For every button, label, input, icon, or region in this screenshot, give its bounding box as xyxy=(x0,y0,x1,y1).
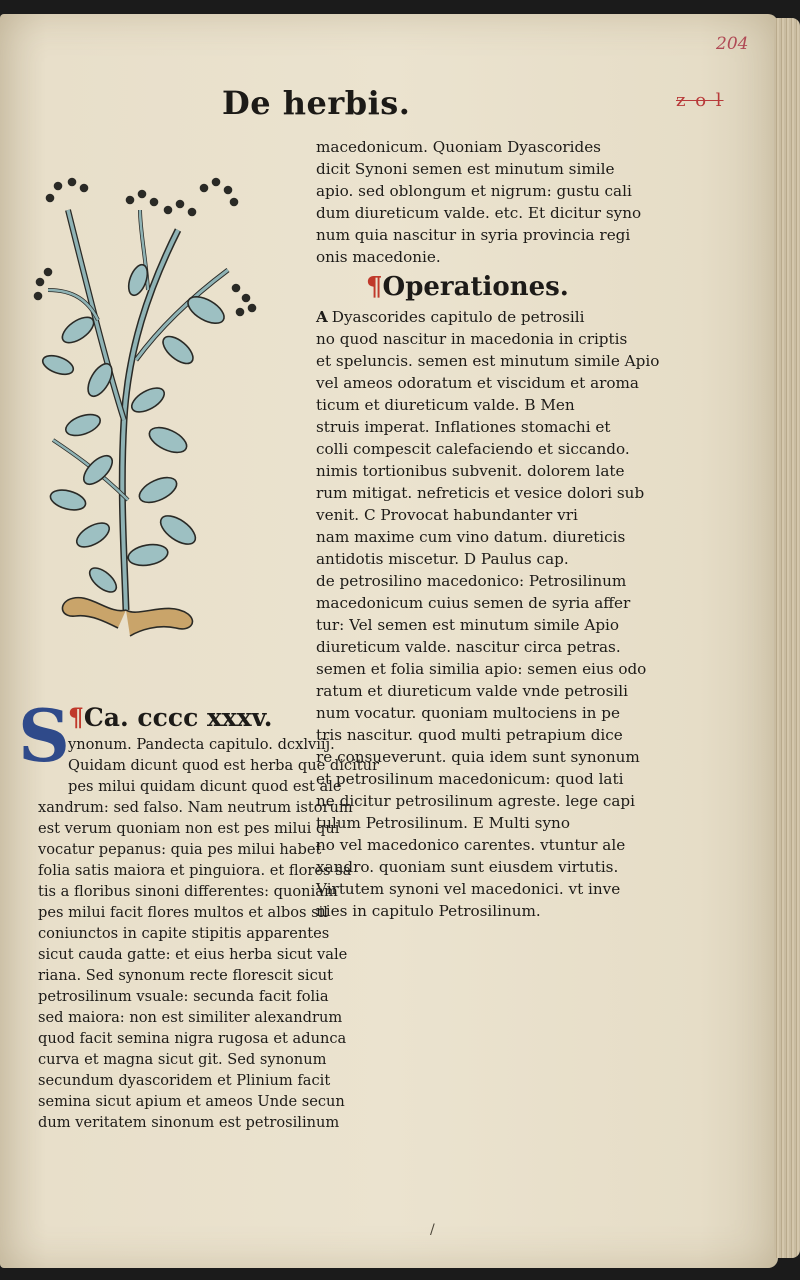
herb-plant-woodcut-icon xyxy=(28,170,258,640)
red-pilcrow-icon: ¶ xyxy=(366,272,383,302)
text-line: sed maiora: non est similiter alexandrum xyxy=(38,1009,343,1026)
text-line: vel ameos odoratum et viscidum et aroma xyxy=(316,374,639,392)
text-line: no vel macedonico carentes. vtuntur ale xyxy=(316,836,626,854)
right-text-column xyxy=(316,136,660,922)
text-line: pes milui quidam dicunt quod est ale xyxy=(68,778,342,795)
text-line: venit. C Provocat habundanter vri xyxy=(316,506,578,524)
text-line: xandrum: sed falso. Nam neutrum istorum xyxy=(38,799,353,816)
text-line: dicit Synoni semen est minutum simile xyxy=(316,160,615,178)
text-line: Virtutem synoni vel macedonici. vt inve xyxy=(316,880,621,898)
paragraph-marker: A xyxy=(316,308,328,326)
left-text-column xyxy=(38,702,379,1133)
text-line: quod facit semina nigra rugosa et adunca xyxy=(38,1030,347,1047)
text-line: tis a floribus sinoni differentes: quoniam xyxy=(38,883,338,900)
text-line: onis macedonie. xyxy=(316,248,441,266)
folio-number: 204 xyxy=(716,34,749,54)
text-line: nimis tortionibus subvenit. dolorem late xyxy=(316,462,625,480)
text-line: de petrosilino macedonico: Petrosilinum xyxy=(316,572,627,590)
text-line: macedonicum. Quoniam Dyascorides xyxy=(316,138,601,156)
stray-mark: / xyxy=(430,1222,435,1238)
blue-initial-letter: S xyxy=(18,693,70,778)
text-line: et petrosilinum macedonicum: quod lati xyxy=(316,770,624,788)
text-line: coniunctos in capite stipitis apparentes xyxy=(38,925,330,942)
text-line: pes milui facit flores multos et albos sil xyxy=(38,904,328,921)
text-line: tur: Vel semen est minutum simile Apio xyxy=(316,616,620,634)
red-pilcrow-icon: ¶ xyxy=(68,703,84,732)
text-line: antidotis miscetur. D Paulus cap. xyxy=(316,550,569,568)
text-line: dum diureticum valde. etc. Et dicitur syno xyxy=(316,204,642,222)
text-line: no quod nascitur in macedonia in criptis xyxy=(316,330,628,348)
running-head: De herbis. xyxy=(222,84,411,122)
text-line: curva et magna sicut git. Sed synonum xyxy=(38,1051,327,1068)
text-line: semen et folia similia apio: semen eius odo xyxy=(316,660,647,678)
text-line: ticum et diureticum valde. B Men xyxy=(316,396,575,414)
text-line: A Dyascorides capitulo de petrosili xyxy=(316,308,585,326)
text-line: nam maxime cum vino datum. diureticis xyxy=(316,528,626,546)
text-line: folia satis maiora et pinguiora. et flores sa xyxy=(38,862,352,879)
page-edges xyxy=(774,18,800,1258)
text-line: re consueverunt. quia idem sunt synonum xyxy=(316,748,640,766)
text-line: dum veritatem sinonum est petrosilinum xyxy=(38,1114,340,1131)
text-line: Quidam dicunt quod est herba que dicitur xyxy=(68,757,379,774)
text-line: num vocatur. quoniam multociens in pe xyxy=(316,704,620,722)
red-marginal-mark: z o l xyxy=(676,90,724,111)
text-line: secundum dyascoridem et Plinium facit xyxy=(38,1072,331,1089)
text-line: riana. Sed synonum recte florescit sicut xyxy=(38,967,334,984)
text-line: vocatur pepanus: quia pes milui habet xyxy=(38,841,322,858)
text-line: ne dicitur petrosilinum agreste. lege capi xyxy=(316,792,635,810)
text-line: semina sicut apium et ameos Unde secun xyxy=(38,1093,345,1110)
text-line: colli compescit calefaciendo et siccando. xyxy=(316,440,630,458)
text-line: struis imperat. Inflationes stomachi et xyxy=(316,418,611,436)
section-title: Operationes. xyxy=(382,272,569,302)
text-line: et speluncis. semen est minutum simile Apio xyxy=(316,352,660,370)
text-line: apio. sed oblongum et nigrum: gustu cali xyxy=(316,182,632,200)
chapter-heading xyxy=(68,702,310,734)
text-line: ratum et diureticum valde vnde petrosili xyxy=(316,682,628,700)
text-line: tulum Petrosilinum. E Multi syno xyxy=(316,814,570,832)
text-line: rum mitigat. nefreticis et vesice dolori sub xyxy=(316,484,645,502)
text-line: ynonum. Pandecta capitulo. dcxlviij. xyxy=(68,736,335,753)
text-line: sicut cauda gatte: et eius herba sicut vale xyxy=(38,946,348,963)
text-line: macedonicum cuius semen de syria affer xyxy=(316,594,631,612)
text-line: tris nascitur. quod multi petrapium dice xyxy=(316,726,623,744)
section-heading xyxy=(366,270,628,304)
text-line: nies in capitulo Petrosilinum. xyxy=(316,902,541,920)
text-line: est verum quoniam non est pes milui qui xyxy=(38,820,340,837)
text-line: xandro. quoniam sunt eiusdem virtutis. xyxy=(316,858,619,876)
text-line: num quia nascitur in syria provincia regi xyxy=(316,226,631,244)
text-line: petrosilinum vsuale: secunda facit folia xyxy=(38,988,329,1005)
text-line: diureticum valde. nascitur circa petras. xyxy=(316,638,621,656)
chapter-title: Ca. cccc xxxv. xyxy=(83,703,273,732)
